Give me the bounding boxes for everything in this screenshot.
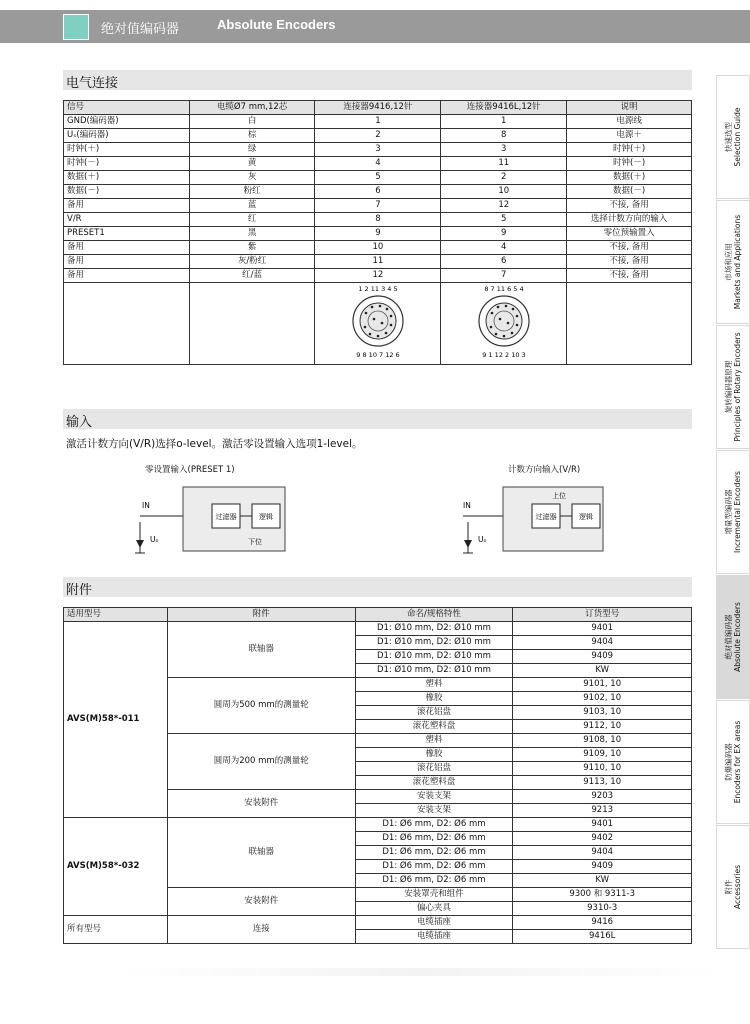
table-cell: 1 xyxy=(441,115,567,129)
table-cell: 棕 xyxy=(189,129,315,143)
table-cell: PRESET1 xyxy=(64,227,190,241)
table-row xyxy=(64,115,692,129)
table-cell: 9 xyxy=(441,227,567,241)
order-number-cell: 9112, 10 xyxy=(513,720,692,734)
table-cell: 紫 xyxy=(189,241,315,255)
spec-cell: D1: Ø6 mm, D2: Ø6 mm xyxy=(355,832,513,846)
table-cell: 8 xyxy=(315,213,441,227)
table-cell: 5 xyxy=(441,213,567,227)
table-cell: 12 xyxy=(441,199,567,213)
table-cell: 黄 xyxy=(189,157,315,171)
table-cell: GND(编码器) xyxy=(64,115,190,129)
table-cell: 灰/粉红 xyxy=(189,255,315,269)
spec-cell: 塑料 xyxy=(355,734,513,748)
header-cell: 命名/规格特性 xyxy=(355,608,513,622)
accessory-group-cell: 连接 xyxy=(167,916,355,944)
header-logo-square xyxy=(63,14,89,40)
side-nav xyxy=(716,75,750,945)
header-cell: 信号 xyxy=(64,101,190,115)
table-cell: 2 xyxy=(441,171,567,185)
spec-cell: D1: Ø10 mm, D2: Ø10 mm xyxy=(355,650,513,664)
header-cell: 说明 xyxy=(567,101,692,115)
table-cell: 2 xyxy=(315,129,441,143)
order-number-cell: 9109, 10 xyxy=(513,748,692,762)
table-row xyxy=(64,171,692,185)
header-cell: 适用型号 xyxy=(64,608,168,622)
table-cell: 备用 xyxy=(64,255,190,269)
footer-fade xyxy=(120,968,720,976)
table-row xyxy=(64,269,692,283)
direction-input-diagram xyxy=(458,478,608,560)
table-cell: 数据(－) xyxy=(567,185,692,199)
connector-row xyxy=(64,283,692,365)
table-row xyxy=(64,622,692,636)
section-title-accessories: 附件 xyxy=(66,583,93,598)
table-cell: 粉红 xyxy=(189,185,315,199)
model-cell: 所有型号 xyxy=(64,916,168,944)
side-tab-label-en: Principles of Rotary Encoders xyxy=(733,332,742,442)
spec-cell: 偏心夹具 xyxy=(355,902,513,916)
order-number-cell: 9409 xyxy=(513,860,692,874)
table-row xyxy=(64,129,692,143)
order-number-cell: 9404 xyxy=(513,636,692,650)
spec-cell: 安装罩壳和组件 xyxy=(355,888,513,902)
section-title-electrical: 电气连接 xyxy=(66,76,119,91)
table-row xyxy=(64,143,692,157)
spec-cell: D1: Ø6 mm, D2: Ø6 mm xyxy=(355,860,513,874)
table-cell: 10 xyxy=(315,241,441,255)
table-cell: 绿 xyxy=(189,143,315,157)
order-number-cell: 9102, 10 xyxy=(513,692,692,706)
side-tab-2[interactable] xyxy=(716,325,750,449)
table-row xyxy=(64,818,692,832)
order-number-cell: 9203 xyxy=(513,790,692,804)
order-number-cell: 9401 xyxy=(513,818,692,832)
spec-cell: 塑料 xyxy=(355,678,513,692)
side-tab-label-en: Selection Guide xyxy=(733,107,742,167)
spec-cell: 电缆插座 xyxy=(355,930,513,944)
spec-cell: 橡胶 xyxy=(355,692,513,706)
table-row xyxy=(64,241,692,255)
order-number-cell: 9213 xyxy=(513,804,692,818)
order-number-cell: KW xyxy=(513,664,692,678)
table-cell: 4 xyxy=(441,241,567,255)
table-cell: 不接, 备用 xyxy=(567,199,692,213)
header-cell: 连接器9416,12针 xyxy=(315,101,441,115)
side-tab-label-cn: 防爆编码器 xyxy=(724,743,733,781)
spec-cell: 滚花铝盘 xyxy=(355,762,513,776)
section-bar-input xyxy=(63,409,692,429)
table-cell: 时钟(－) xyxy=(64,157,190,171)
header-title-en: Absolute Encoders xyxy=(217,17,336,32)
section-title-input: 输入 xyxy=(66,415,93,430)
table-cell: 备用 xyxy=(64,269,190,283)
table-cell: 时钟(＋) xyxy=(567,143,692,157)
table-cell: 不接, 备用 xyxy=(567,269,692,283)
side-tab-label-cn: 绝对值编码器 xyxy=(724,614,733,660)
accessory-group-cell: 圆周为200 mm的测量轮 xyxy=(167,734,355,790)
table-cell: 1 xyxy=(315,115,441,129)
table-cell: 10 xyxy=(441,185,567,199)
table-cell: 9 xyxy=(315,227,441,241)
table-row xyxy=(64,157,692,171)
table-cell: 8 xyxy=(441,129,567,143)
spec-cell: 安装支架 xyxy=(355,790,513,804)
side-tab-label-cn: 附件 xyxy=(724,879,733,895)
accessories-table xyxy=(63,607,692,944)
table-cell: 黑 xyxy=(189,227,315,241)
diagram2-caption: 计数方向输入(V/R) xyxy=(508,465,581,475)
table-cell: 备用 xyxy=(64,199,190,213)
table-cell: 5 xyxy=(315,171,441,185)
accessory-group-cell: 圆周为500 mm的测量轮 xyxy=(167,678,355,734)
table-cell: Uₛ(编码器) xyxy=(64,129,190,143)
side-tab-0[interactable] xyxy=(716,75,750,199)
header-cell: 订货型号 xyxy=(513,608,692,622)
header-cell: 电缆Ø7 mm,12芯 xyxy=(189,101,315,115)
header-cell: 附件 xyxy=(167,608,355,622)
order-number-cell: 9416 xyxy=(513,916,692,930)
side-tab-label-en: Encoders for EX areas xyxy=(733,720,742,804)
table-cell: 红/蓝 xyxy=(189,269,315,283)
table-cell: 4 xyxy=(315,157,441,171)
spec-cell: 滚花塑料盘 xyxy=(355,720,513,734)
table-cell: 红 xyxy=(189,213,315,227)
table-cell: 7 xyxy=(441,269,567,283)
spec-cell: 滚花塑料盘 xyxy=(355,776,513,790)
table-cell: 灰 xyxy=(189,171,315,185)
table-cell: 12 xyxy=(315,269,441,283)
connector-9416l-diagram xyxy=(464,283,544,359)
table-row xyxy=(64,916,692,930)
table-cell: 不接, 备用 xyxy=(567,255,692,269)
side-tab-label-cn: 旋转编码器原理 xyxy=(724,360,733,414)
table-cell: 电源＋ xyxy=(567,129,692,143)
connector-pin-labels-bottom: 9 1 12 2 10 3 xyxy=(482,351,526,359)
side-tab-6[interactable] xyxy=(716,825,750,949)
accessory-group-cell: 联轴器 xyxy=(167,818,355,888)
table-row xyxy=(64,255,692,269)
order-number-cell: 9113, 10 xyxy=(513,776,692,790)
section-bar-accessories xyxy=(63,577,692,597)
table-row xyxy=(64,213,692,227)
connector-9416l-cell xyxy=(441,283,567,365)
table-cell: 时钟(＋) xyxy=(64,143,190,157)
spec-cell: D1: Ø10 mm, D2: Ø10 mm xyxy=(355,622,513,636)
table-cell: 6 xyxy=(315,185,441,199)
table-cell: 电源线 xyxy=(567,115,692,129)
order-number-cell: 9310-3 xyxy=(513,902,692,916)
order-number-cell: 9108, 10 xyxy=(513,734,692,748)
spec-cell: 滚花铝盘 xyxy=(355,706,513,720)
side-tab-4[interactable] xyxy=(716,575,750,699)
table-cell: 6 xyxy=(441,255,567,269)
table-cell: 11 xyxy=(441,157,567,171)
order-number-cell: 9416L xyxy=(513,930,692,944)
spec-cell: D1: Ø6 mm, D2: Ø6 mm xyxy=(355,846,513,860)
side-tab-label-cn: 市场和应用 xyxy=(724,243,733,281)
diagram-note-label: 上位 xyxy=(552,492,566,500)
electrical-table xyxy=(63,100,692,365)
side-tab-5[interactable] xyxy=(716,700,750,824)
header-cell: 连接器9416L,12针 xyxy=(441,101,567,115)
order-number-cell: KW xyxy=(513,874,692,888)
table-cell: 时钟(－) xyxy=(567,157,692,171)
diagram-filter-label: 过滤器 xyxy=(215,513,237,521)
connector-9416-cell xyxy=(315,283,441,365)
model-cell: AVS(M)58*-011 xyxy=(64,622,168,818)
diagram-logic-label: 逻辑 xyxy=(579,513,593,521)
accessory-group-cell: 联轴器 xyxy=(167,622,355,678)
table-cell: 零位预输置入 xyxy=(567,227,692,241)
side-tab-label-en: Incremental Encoders xyxy=(733,471,742,553)
order-number-cell: 9101, 10 xyxy=(513,678,692,692)
accessory-group-cell: 安装附件 xyxy=(167,888,355,916)
table-row xyxy=(64,199,692,213)
order-number-cell: 9110, 10 xyxy=(513,762,692,776)
side-tab-3[interactable] xyxy=(716,450,750,574)
spec-cell: D1: Ø6 mm, D2: Ø6 mm xyxy=(355,818,513,832)
accessory-group-cell: 安装附件 xyxy=(167,790,355,818)
model-cell: AVS(M)58*-032 xyxy=(64,818,168,916)
table-cell: 数据(＋) xyxy=(64,171,190,185)
table-cell: 选择计数方向的输入 xyxy=(567,213,692,227)
table-cell: 7 xyxy=(315,199,441,213)
diagram-uo-label: Uₒ xyxy=(150,535,159,544)
table-cell: 白 xyxy=(189,115,315,129)
diagram-logic-label: 逻辑 xyxy=(259,513,273,521)
order-number-cell: 9402 xyxy=(513,832,692,846)
diagram-uo-label: Uₒ xyxy=(478,535,487,544)
side-tab-label-en: Markets and Applications xyxy=(733,214,742,310)
table-row xyxy=(64,227,692,241)
diagram-in-label: IN xyxy=(142,501,150,510)
order-number-cell: 9300 和 9311-3 xyxy=(513,888,692,902)
table-cell: 备用 xyxy=(64,241,190,255)
connector-pin-labels-top: 8 7 11 6 5 4 xyxy=(484,285,524,293)
table-cell: 不接, 备用 xyxy=(567,241,692,255)
header-title-cn: 绝对值编码器 xyxy=(101,22,180,37)
accessories-header-row xyxy=(64,608,692,622)
table-cell: V/R xyxy=(64,213,190,227)
table-cell: 数据(－) xyxy=(64,185,190,199)
order-number-cell: 9404 xyxy=(513,846,692,860)
table-cell: 3 xyxy=(441,143,567,157)
order-number-cell: 9103, 10 xyxy=(513,706,692,720)
connector-pin-labels-top: 1 2 11 3 4 5 xyxy=(358,285,398,293)
connector-9416-diagram xyxy=(338,283,418,359)
input-intro-text: 激活计数方向(V/R)选择o-level。激活零设置输入选项1-level。 xyxy=(66,438,363,450)
side-tab-1[interactable] xyxy=(716,200,750,324)
side-tab-label-en: Accessories xyxy=(733,865,742,909)
spec-cell: D1: Ø6 mm, D2: Ø6 mm xyxy=(355,874,513,888)
side-tab-label-cn: 增量型编码器 xyxy=(724,489,733,535)
diagram-filter-label: 过滤器 xyxy=(535,513,557,521)
table-cell: 数据(＋) xyxy=(567,171,692,185)
order-number-cell: 9401 xyxy=(513,622,692,636)
diagram-in-label: IN xyxy=(463,501,471,510)
spec-cell: 橡胶 xyxy=(355,748,513,762)
order-number-cell: 9409 xyxy=(513,650,692,664)
spec-cell: 电缆插座 xyxy=(355,916,513,930)
diagram1-caption: 零设置输入(PRESET 1) xyxy=(145,465,235,475)
table-cell: 蓝 xyxy=(189,199,315,213)
diagram-note-label: 下位 xyxy=(248,538,262,546)
spec-cell: D1: Ø10 mm, D2: Ø10 mm xyxy=(355,664,513,678)
table-cell: 3 xyxy=(315,143,441,157)
side-tab-label-cn: 快速选型 xyxy=(724,122,733,153)
electrical-header-row xyxy=(64,101,692,115)
connector-pin-labels-bottom: 9 8 10 7 12 6 xyxy=(356,351,400,359)
table-row xyxy=(64,185,692,199)
side-tab-label-en: Absolute Encoders xyxy=(733,602,742,672)
section-bar-electrical xyxy=(63,70,692,90)
table-cell: 11 xyxy=(315,255,441,269)
preset-input-diagram xyxy=(130,478,300,560)
spec-cell: D1: Ø10 mm, D2: Ø10 mm xyxy=(355,636,513,650)
spec-cell: 安装支架 xyxy=(355,804,513,818)
